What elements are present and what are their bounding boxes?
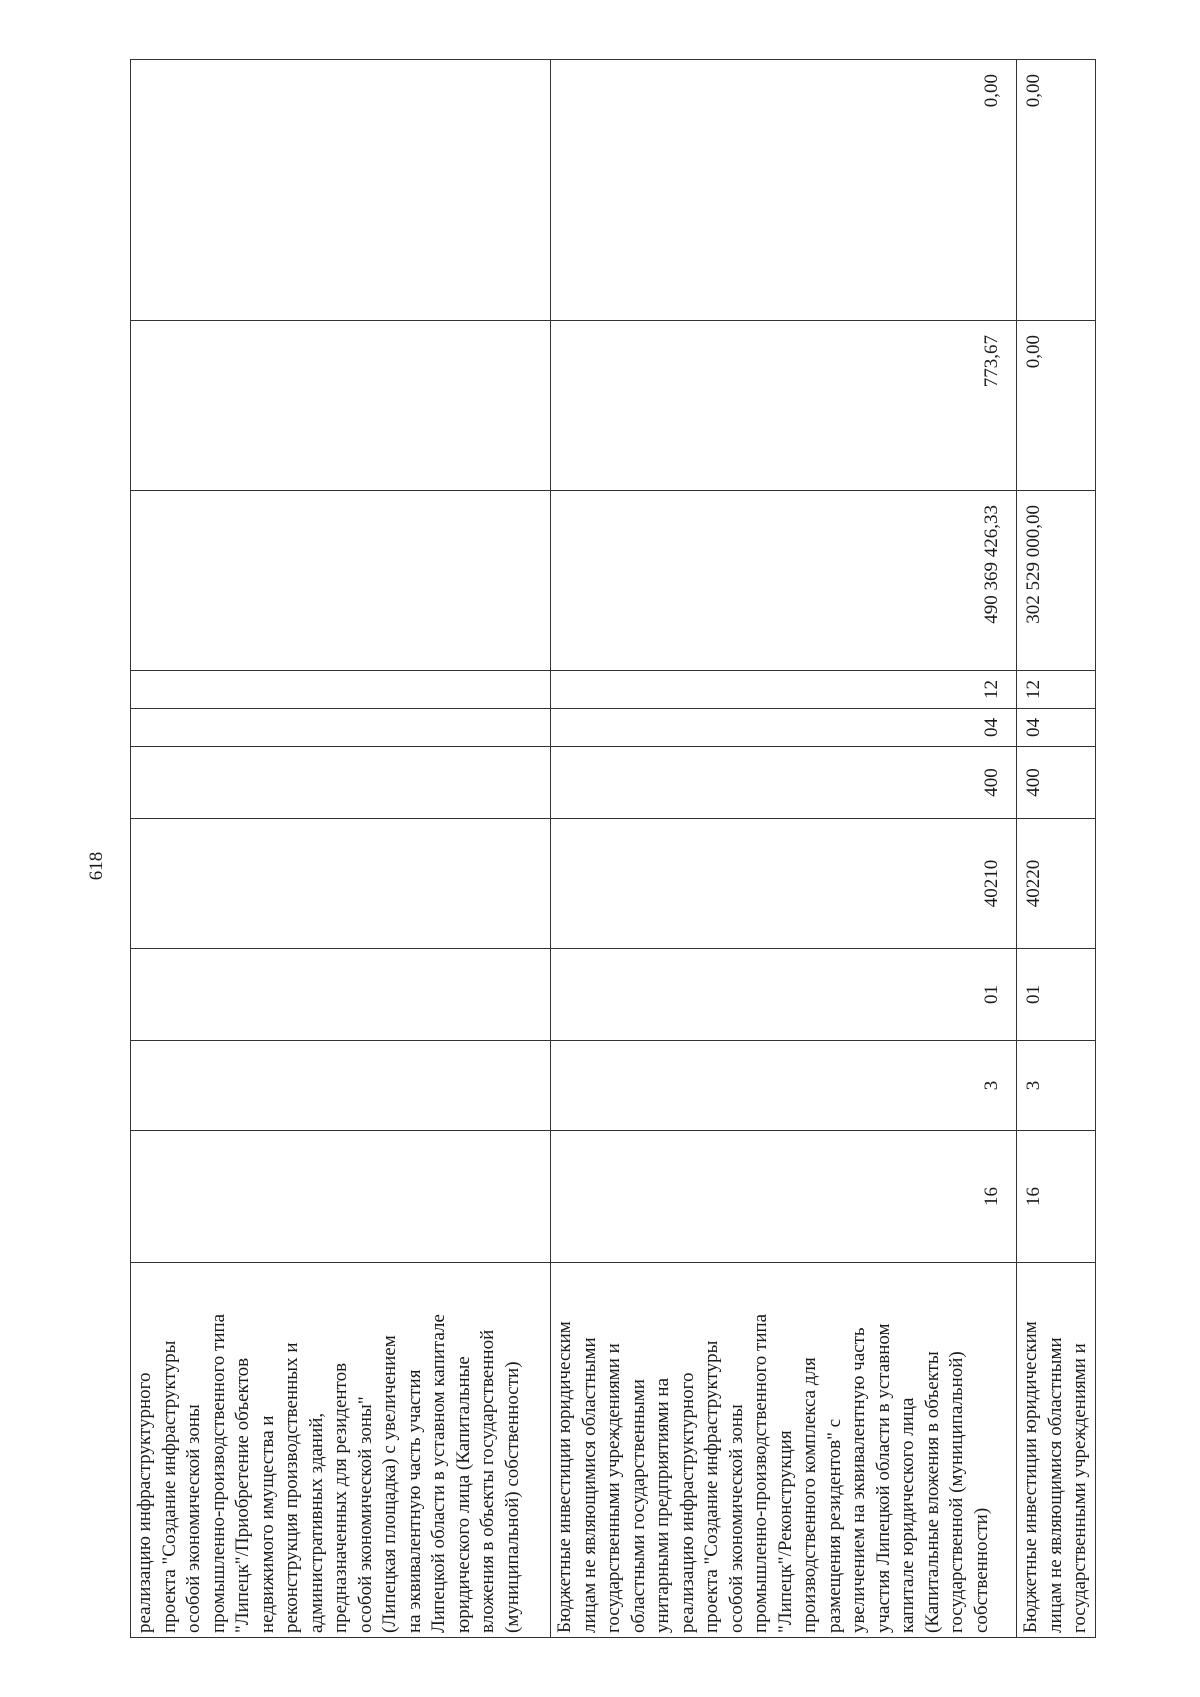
description-line: недвижимого имущества и [256, 1415, 278, 1633]
description-line: Бюджетные инвестиции юридическим [554, 1321, 575, 1633]
cell-amount: 302 529 000,00 [1017, 491, 1096, 671]
table-row [131, 60, 551, 1638]
description-line: унитарными предприятиями на [652, 1377, 673, 1633]
cell-percent: 0,00 [1017, 321, 1096, 491]
cell-c7: 12 [1017, 671, 1096, 709]
description-line: предназначенных для резидентов [330, 1362, 351, 1633]
cell-c6: 04 [551, 709, 1017, 747]
description-line: (Капитальные вложения в объекты [921, 1351, 943, 1633]
table-row [1017, 60, 1096, 1638]
cell-last: 0,00 [1017, 60, 1096, 321]
description-line: увеличением на эквивалентную часть [848, 1327, 869, 1633]
cell-last [131, 60, 551, 321]
description-line: "Липецк"/Приобретение объектов [232, 1357, 253, 1633]
cell-c4: 40220 [1017, 819, 1096, 949]
description-line: государственными учреждениями и [603, 1343, 624, 1633]
cell-c4: 40210 [551, 819, 1017, 949]
cell-amount: 490 369 426,33 [551, 491, 1017, 671]
description-line: реализацию инфраструктурного [676, 1372, 698, 1633]
description-line: собственности) [970, 1507, 992, 1633]
description-line: "Липецк"/Реконструкция [774, 1430, 796, 1633]
cell-c5: 400 [551, 747, 1017, 819]
cell-c1: 16 [551, 1131, 1017, 1263]
cell-c7 [131, 671, 551, 709]
description-line: проекта "Создание инфраструктуры [701, 1340, 722, 1633]
cell-last: 0,00 [551, 60, 1017, 321]
description-line: (муниципальной) собственности) [501, 1361, 523, 1633]
cell-c1 [131, 1131, 551, 1263]
description-line: государственными учреждениями и [1069, 1343, 1090, 1633]
row-description [551, 1263, 1017, 1638]
cell-c5: 400 [1017, 747, 1096, 819]
budget-table [130, 59, 1096, 1638]
description-line: (Липецкая площадка) с увеличением [379, 1335, 400, 1633]
description-line: областными государственными [627, 1379, 649, 1633]
description-line: лицам не являющимися областными [1044, 1337, 1066, 1633]
cell-c7: 12 [551, 671, 1017, 709]
row-description [131, 1263, 551, 1638]
table-row [551, 60, 1017, 1638]
cell-c5 [131, 747, 551, 819]
description-line: государственной (муниципальной) [946, 1351, 967, 1633]
description-line: проекта "Создание инфраструктуры [158, 1340, 180, 1633]
description-line: на эквивалентную часть участия [403, 1369, 425, 1633]
cell-c3 [131, 949, 551, 1041]
page-number: 618 [86, 851, 107, 881]
cell-c6 [131, 709, 551, 747]
description-line: Бюджетные инвестиции юридическим [1020, 1321, 1041, 1633]
description-line: промышленно-производственного типа [750, 1313, 771, 1633]
description-line: размещения резидентов" с [823, 1418, 845, 1633]
description-line: реконструкция производственных и [281, 1342, 302, 1633]
cell-c3: 01 [1017, 949, 1096, 1041]
description-line: вложения в объекты государственной [477, 1329, 498, 1633]
description-line: административных зданий, [305, 1412, 327, 1633]
cell-c6: 04 [1017, 709, 1096, 747]
description-line: особой экономической зоны [183, 1404, 204, 1633]
cell-c2: 3 [551, 1041, 1017, 1131]
description-line: производственного комплекса для [799, 1357, 820, 1633]
row-description [1017, 1263, 1096, 1638]
description-line: юридического лица (Капитальные [452, 1356, 474, 1633]
description-line: особой экономической зоны [725, 1404, 747, 1633]
description-line: Липецкой области в уставном капитале [428, 1314, 449, 1633]
description-line: промышленно-производственного типа [207, 1313, 229, 1633]
description-line: участия Липецкой области в уставном [872, 1323, 894, 1633]
description-line: особой экономической зоны" [354, 1396, 376, 1633]
rotated-page [130, 60, 1090, 1638]
cell-c2: 3 [1017, 1041, 1096, 1131]
cell-c3: 01 [551, 949, 1017, 1041]
description-line: реализацию инфраструктурного [134, 1372, 155, 1633]
cell-percent [131, 321, 551, 491]
description-line: лицам не являющимися областными [578, 1337, 600, 1633]
cell-amount [131, 491, 551, 671]
cell-c4 [131, 819, 551, 949]
cell-c2 [131, 1041, 551, 1131]
description-line: капитале юридического лица [897, 1397, 918, 1633]
cell-percent: 773,67 [551, 321, 1017, 491]
cell-c1: 16 [1017, 1131, 1096, 1263]
